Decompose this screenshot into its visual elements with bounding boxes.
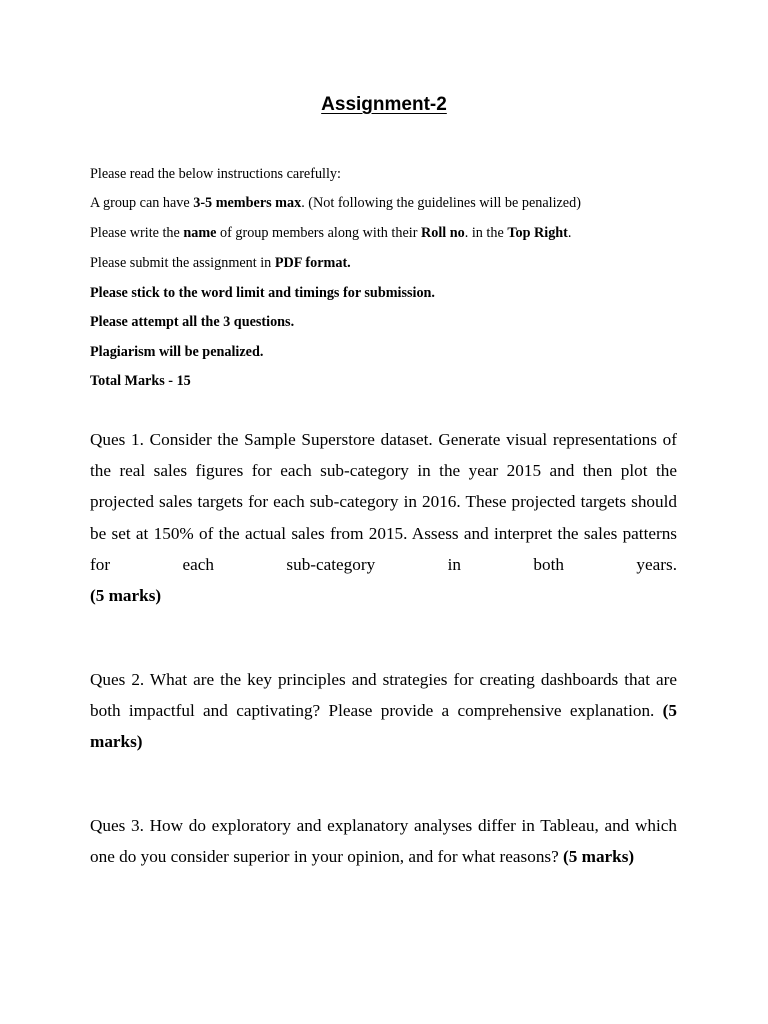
instruction-group-size (90, 194, 690, 212)
instruction-text: A group can have (90, 195, 194, 211)
instruction-emphasis: 3-5 members max (193, 195, 302, 211)
page-title: Assignment-2 (321, 94, 447, 115)
instruction-emphasis: Total Marks - 15 (90, 373, 191, 389)
instruction-text: . in the (464, 225, 508, 241)
instruction-pdf-format (90, 254, 690, 272)
instruction-emphasis: Please attempt all the 3 questions. (90, 314, 295, 330)
question-1 (90, 424, 677, 611)
instruction-text: of group members along with their (216, 225, 421, 241)
instruction-text: Please submit the assignment in (90, 255, 275, 271)
instruction-name-roll (90, 224, 690, 242)
question-text: Ques 2. What are the key principles and strategies for creating dashboards that are both impactful and captivating? Please provide a comprehensive explanation. (90, 670, 677, 721)
question-2 (90, 664, 677, 758)
instruction-emphasis: Top Right (507, 225, 568, 241)
question-text: Ques 1. Consider the Sample Superstore dataset. Generate visual representations of the real sales figures for each sub-category in the year 2015 and then plot the projected sales targets for each sub-category in 2016. These projected targets should be set at 150% of the actual sales from 2015. Assess and interpret the sales patterns for each sub-category in both years. (90, 430, 677, 574)
instruction-emphasis: PDF format. (274, 255, 351, 271)
instruction-emphasis: Please stick to the word limit and timings for submission. (90, 285, 435, 301)
instruction-attempt-all (90, 313, 690, 331)
instruction-text: . (Not following the guidelines will be penalized) (301, 195, 581, 211)
question-marks: (5 marks) (90, 701, 677, 752)
instruction-emphasis: name (183, 225, 217, 241)
question-marks: (5 marks) (90, 586, 162, 606)
instruction-total-marks (90, 372, 690, 390)
question-text: Ques 3. How do exploratory and explanatory analyses differ in Tableau, and which one do you consider superior in your opinion, and for what reasons? (90, 816, 677, 867)
instruction-plagiarism (90, 343, 690, 361)
question-3 (90, 810, 677, 872)
question-marks: (5 marks) (563, 847, 635, 867)
instruction-word-limit (90, 284, 690, 302)
instruction-text: Please write the (90, 225, 184, 241)
instruction-emphasis: Roll no (420, 225, 465, 241)
instruction-emphasis: Plagiarism will be penalized. (90, 344, 264, 360)
instruction-intro: Please read the below instructions carefully: (90, 166, 341, 182)
instruction-text: . (567, 225, 572, 241)
